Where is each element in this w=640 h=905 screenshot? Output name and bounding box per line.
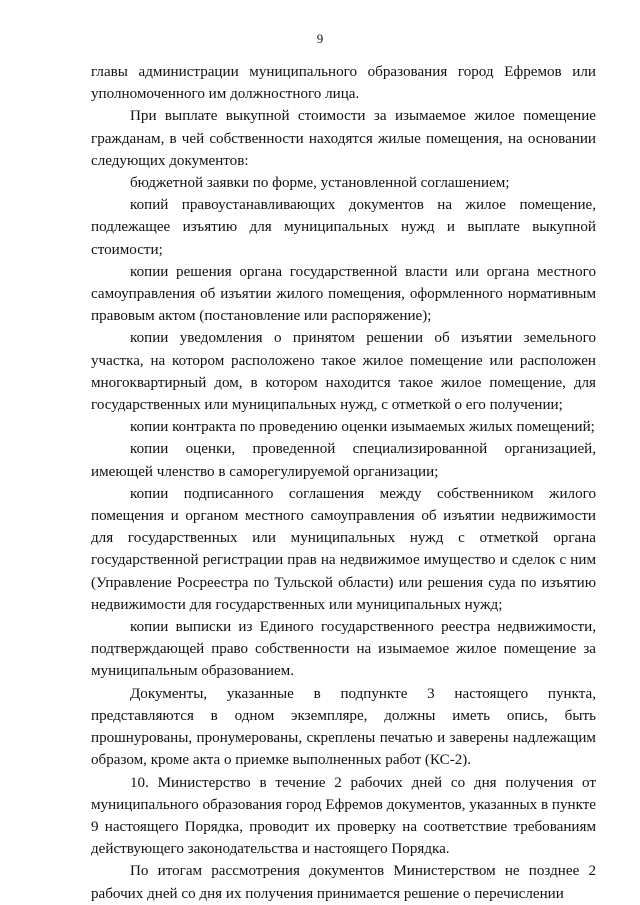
paragraph: бюджетной заявки по форме, установленной соглашением;: [130, 175, 510, 192]
page-number: 9: [316, 31, 324, 46]
paragraph: копии подписанного соглашения между собственником жилого помещения и органом местного самоуправления об изъятии недвижимости для государственных или муниципальных нужд с отметкой органа государственной регистрации прав на недвижимое имущество и сделок с ним (Управление Росреестра по Тульской области) или решения суда по изъятию недвижимости для государственных или муниципальных нужд;: [91, 485, 596, 613]
paragraph: копии контракта по проведению оценки изымаемых жилых помещений;: [130, 419, 595, 436]
paragraph: копии выписки из Единого государственного реестра недвижимости, подтверждающей право собственности на изымаемое жилое помещение за муниципальным образованием.: [91, 619, 596, 680]
paragraph: копии решения органа государственной власти или органа местного самоуправления об изъятии жилого помещения, оформленного нормативным правовым актом (постановление или распоряжение);: [91, 263, 596, 325]
document-body: [91, 61, 596, 905]
paragraph: При выплате выкупной стоимости за изымаемое жилое помещение гражданам, в чей собственности находятся жилые помещения, на основании следующих документов:: [91, 108, 596, 169]
paragraph: Документы, указанные в подпункте 3 настоящего пункта, представляются в одном экземпляре, должны иметь опись, быть прошнурованы, пронумерованы, скреплены печатью и заверены надлежащим образом, кроме акта о приемке выполненных работ (КС-2).: [91, 685, 596, 769]
paragraph: копии оценки, проведенной специализированной организацией, имеющей членство в саморегулируемой организации;: [91, 441, 596, 480]
paragraph: копий правоустанавливающих документов на жилое помещение, подлежащее изъятию для муниципальных нужд и выплате выкупной стоимости;: [91, 197, 596, 258]
paragraph: копии уведомления о принятом решении об изъятии земельного участка, на котором расположено такое жилое помещение или расположен многоквартирный дом, в котором находится такое жилое помещение, для государственных или муниципальных нужд, с отметкой о его получении;: [91, 330, 596, 414]
paragraph: главы администрации муниципального образования город Ефремов или уполномоченного им должностного лица.: [91, 64, 596, 103]
paragraph: 10. Министерство в течение 2 рабочих дней со дня получения от муниципального образования город Ефремов документов, указанных в пункте 9 настоящего Порядка, проводит их проверку на соответствие требованиям действующего законодательства и настоящего Порядка.: [91, 774, 596, 858]
paragraph: По итогам рассмотрения документов Министерством не позднее 2 рабочих дней со дня их получения принимается решение о перечислении: [91, 863, 596, 902]
